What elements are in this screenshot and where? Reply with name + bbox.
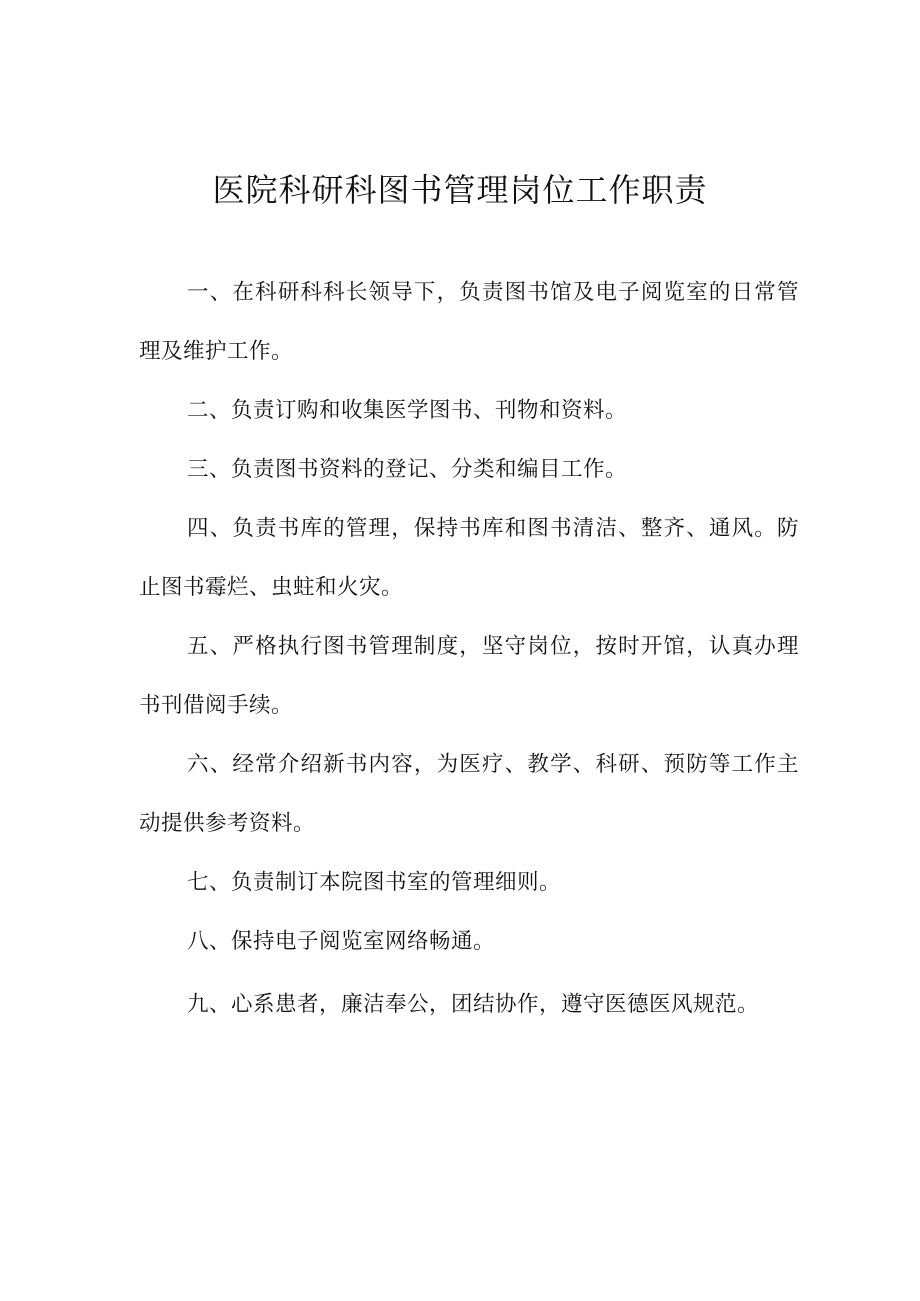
duty-item-7: 七、负责制订本院图书室的管理细则。 — [187, 870, 562, 895]
duty-list — [139, 263, 799, 1034]
duty-item-3: 三、负责图书资料的登记、分类和编目工作。 — [187, 457, 628, 482]
duty-item-9: 九、心系患者，廉洁奉公，团结协作，遵守医德医风规范。 — [187, 992, 760, 1017]
duty-item-2: 二、负责订购和收集医学图书、刊物和资料。 — [187, 398, 628, 423]
duty-item-1: 一、在科研科科长领导下，负责图书馆及电子阅览室的日常管理及维护工作。 — [139, 280, 799, 364]
duty-item-6: 六、经常介绍新书内容，为医疗、教学、科研、预防等工作主动提供参考资料。 — [139, 752, 799, 836]
page-title: 医院科研科图书管理岗位工作职责 — [212, 171, 708, 209]
duty-item-5: 五、严格执行图书管理制度，坚守岗位，按时开馆，认真办理书刊借阅手续。 — [139, 634, 799, 718]
duty-item-8: 八、保持电子阅览室网络畅通。 — [187, 929, 496, 954]
duty-item-4: 四、负责书库的管理，保持书库和图书清洁、整齐、通风。防止图书霉烂、虫蛀和火灾。 — [139, 516, 799, 600]
